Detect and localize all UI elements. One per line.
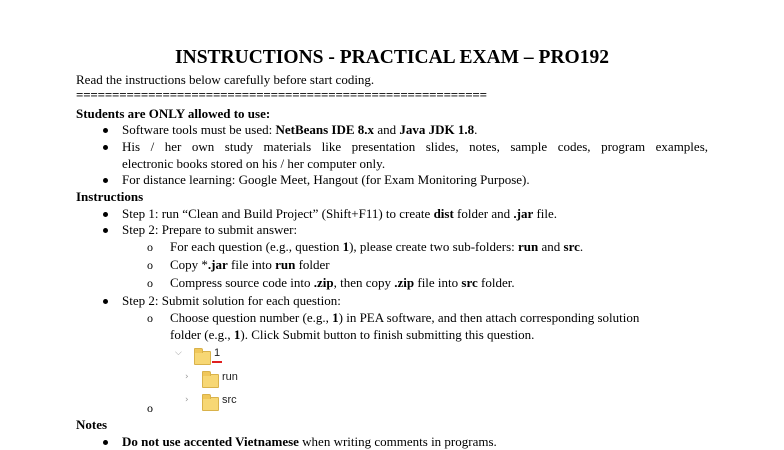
circle-bullet: o bbox=[147, 258, 153, 272]
bullet-icon bbox=[103, 178, 108, 183]
circle-bullet: o bbox=[147, 401, 153, 415]
bullet-icon bbox=[103, 299, 108, 304]
bullet-icon bbox=[103, 228, 108, 233]
step2-sub-2: Copy *.jar file into run folder bbox=[170, 257, 330, 272]
students-item-materials-line2: electronic books stored on his / her computer only. bbox=[122, 156, 386, 171]
spellcheck-underline bbox=[212, 361, 222, 363]
chevron-right-icon[interactable]: › bbox=[185, 372, 189, 382]
tree-child-run[interactable]: run bbox=[222, 371, 238, 383]
circle-bullet: o bbox=[147, 311, 153, 325]
chevron-right-icon[interactable]: › bbox=[185, 395, 189, 405]
bullet-icon bbox=[103, 128, 108, 133]
tree-child-src[interactable]: src bbox=[222, 394, 237, 406]
students-item-materials-line1: His / her own study materials like presentation slides, notes, sample codes, program examples, bbox=[122, 139, 708, 154]
notes-item: Do not use accented Vietnamese when writing comments in programs. bbox=[122, 434, 497, 449]
document-title: INSTRUCTIONS - PRACTICAL EXAM – PRO192 bbox=[175, 47, 609, 68]
step2-submit-line2: folder (e.g., 1). Click Submit button to finish submitting this question. bbox=[170, 327, 535, 342]
students-item-distance: For distance learning: Google Meet, Hangout (for Exam Monitoring Purpose). bbox=[122, 172, 530, 187]
bullet-icon bbox=[103, 145, 108, 150]
step1-text: Step 1: run “Clean and Build Project” (Shift+F11) to create dist folder and .jar file. bbox=[122, 206, 558, 221]
circle-bullet: o bbox=[147, 240, 153, 254]
students-heading: Students are ONLY allowed to use: bbox=[76, 106, 271, 121]
chevron-down-icon[interactable]: ⌵ bbox=[175, 348, 182, 358]
notes-heading: Notes bbox=[76, 417, 108, 432]
students-item-tools: Software tools must be used: NetBeans IDE 8.x and Java JDK 1.8. bbox=[122, 122, 478, 137]
circle-bullet: o bbox=[147, 276, 153, 290]
step2-submit-line1: Choose question number (e.g., 1) in PEA software, and then attach corresponding solution bbox=[170, 310, 640, 325]
intro-text: Read the instructions below carefully before start coding. bbox=[76, 72, 375, 87]
tree-root-label[interactable]: 1 bbox=[214, 347, 221, 359]
step2-sub-1: For each question (e.g., question 1), please create two sub-folders: run and src. bbox=[170, 239, 584, 254]
folder-icon bbox=[202, 397, 219, 411]
step2-sub-3: Compress source code into .zip, then copy .zip file into src folder. bbox=[170, 275, 515, 290]
separator-line: ========================================================= bbox=[76, 87, 487, 102]
folder-icon bbox=[202, 374, 219, 388]
bullet-icon bbox=[103, 212, 108, 217]
folder-icon bbox=[194, 351, 211, 365]
step2-submit: Step 2: Submit solution for each question: bbox=[122, 293, 341, 308]
step2-prepare: Step 2: Prepare to submit answer: bbox=[122, 222, 298, 237]
instructions-heading: Instructions bbox=[76, 189, 144, 204]
